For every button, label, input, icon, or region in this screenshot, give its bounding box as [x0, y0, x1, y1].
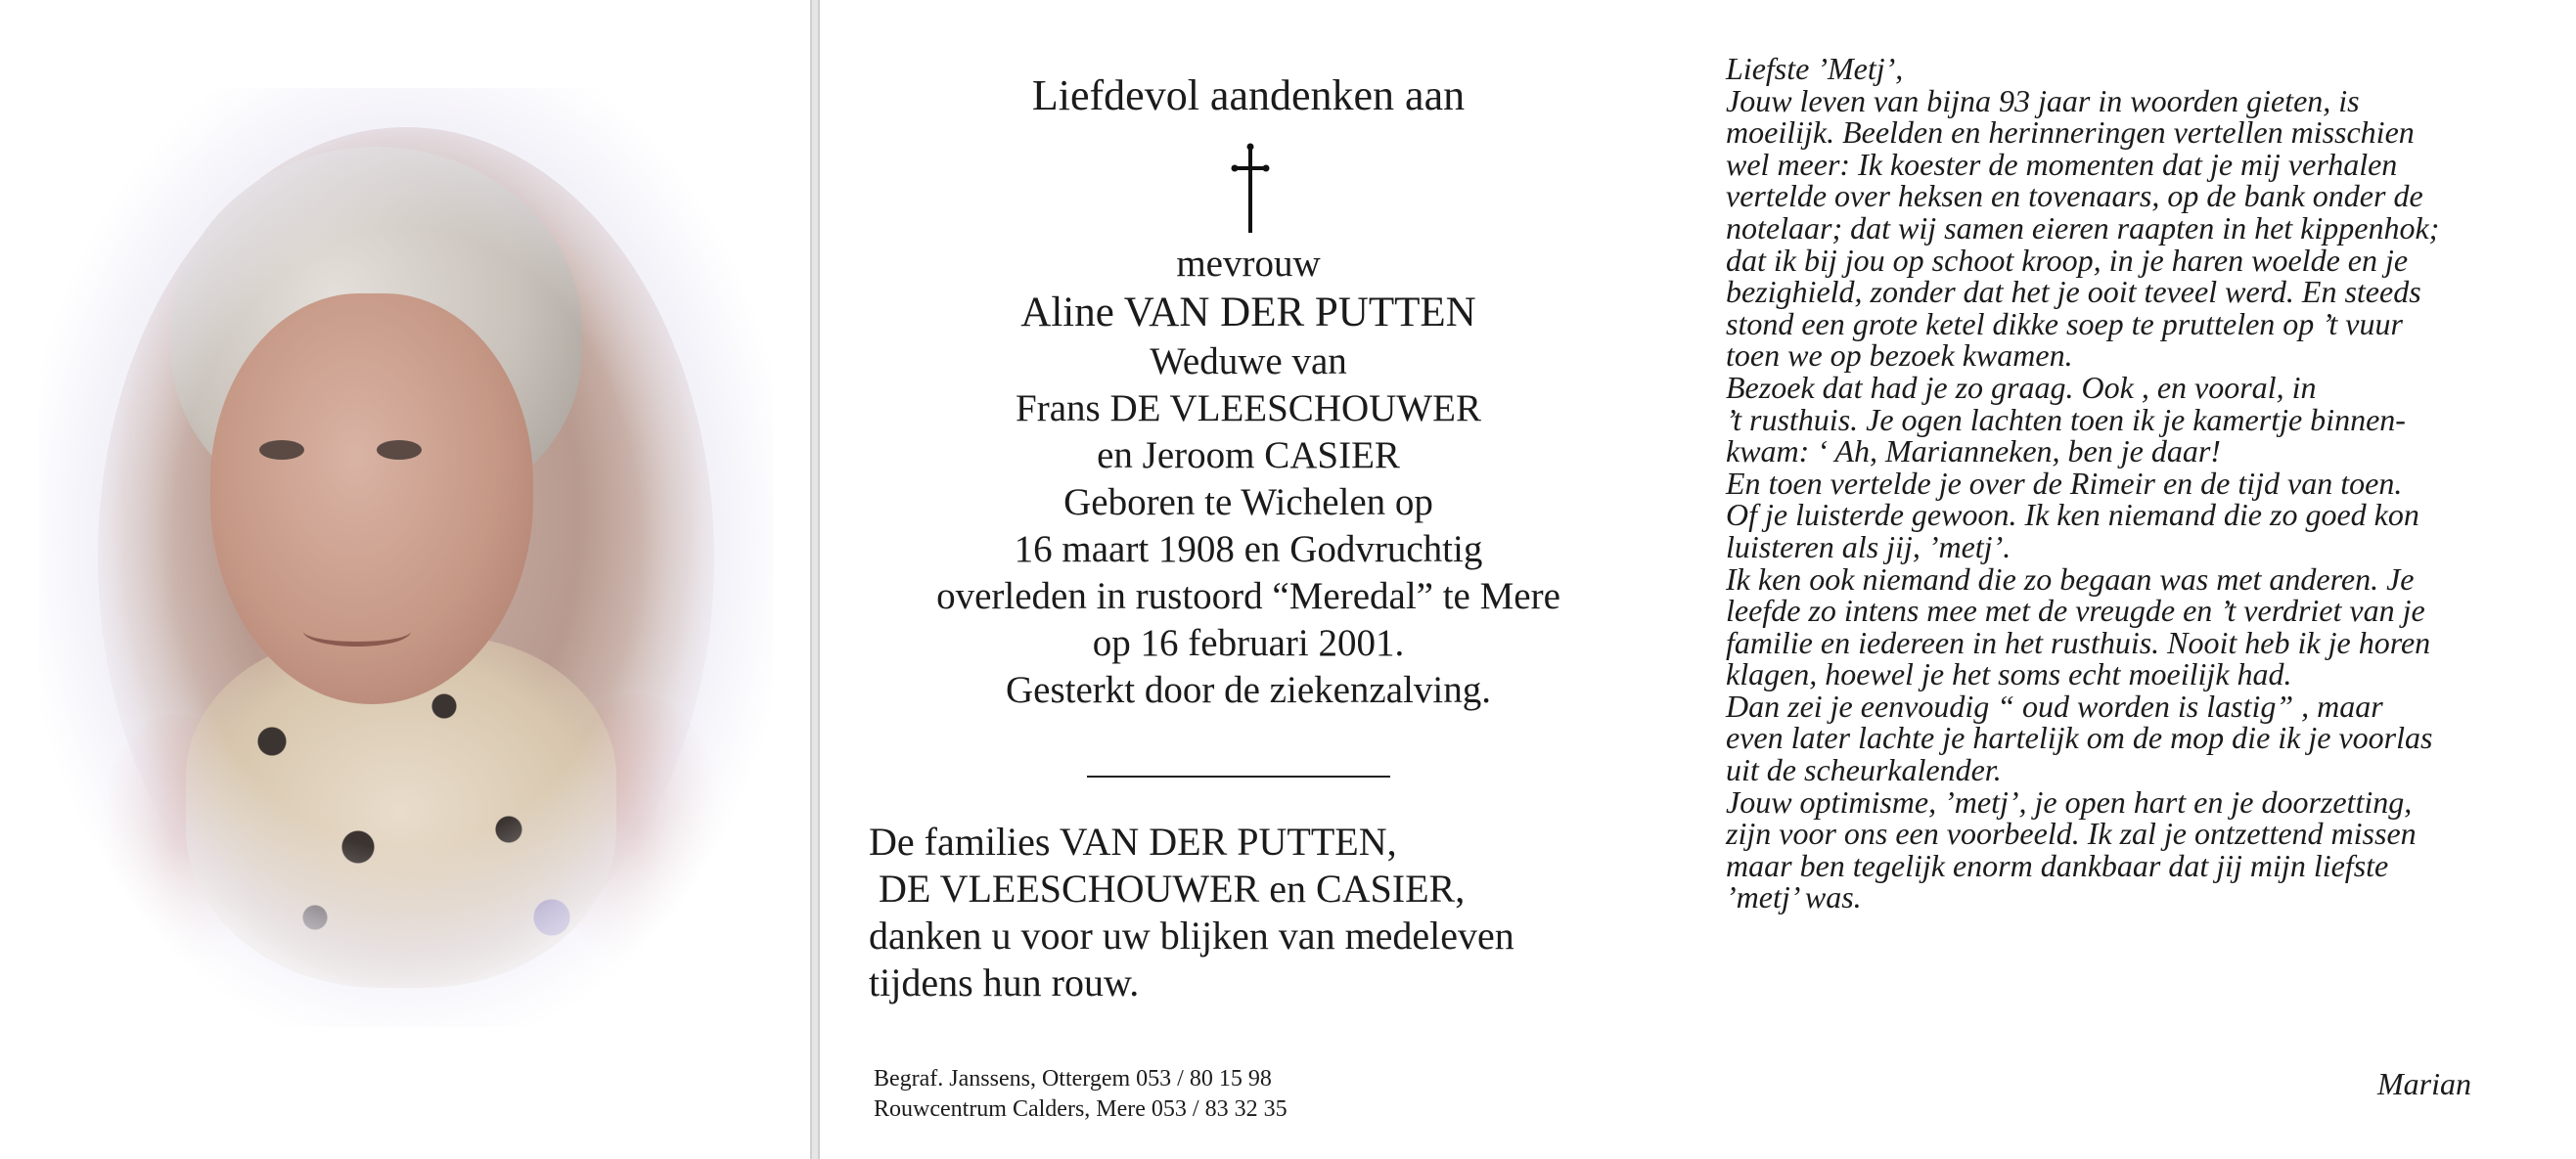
poem-line: maar ben tegelijk enorm dankbaar dat jij mijn liefste: [1726, 847, 2389, 883]
photo-vignette: [39, 88, 773, 1027]
portrait-card: [0, 0, 812, 1159]
poem-line: Liefste ’Metj’,: [1726, 51, 1904, 86]
birth-date: 16 maart 1908 en Godvruchtig: [1014, 528, 1483, 570]
poem-line: uit de scheurkalender.: [1726, 752, 2002, 788]
funeral-director-info: [874, 1064, 1288, 1125]
poem-line: bezighield, zonder dat het je ooit teveel werd. En steeds: [1726, 274, 2421, 310]
poem-line: vertelde over heksen en tovenaars, op de bank onder de: [1726, 178, 2423, 214]
poem-line: En toen vertelde je over de Rimeir en de tijd van toen.: [1726, 465, 2403, 501]
poem-line: even later lachte je hartelijk om de mop die ik je voorlas: [1726, 720, 2433, 756]
sacrament-line: Gesterkt door de ziekenzalving.: [1006, 669, 1491, 711]
portrait-photo: [39, 88, 773, 1027]
death-date: op 16 februari 2001.: [1092, 622, 1405, 664]
poem-line: moeilijk. Beelden en herinneringen vertellen misschien: [1726, 114, 2415, 151]
thanks-line: De families VAN DER PUTTEN,: [869, 820, 1397, 864]
poem-line: Dan zei je eenvoudig “ oud worden is lastig” , maar: [1726, 688, 2383, 724]
poem-line: notelaar; dat wij samen eieren raapten in het kippenhok;: [1726, 209, 2440, 245]
poem-line: stond een grote ketel dikke soep te pruttelen op ’t vuur: [1726, 305, 2403, 341]
title-line: mevrouw: [1176, 243, 1321, 285]
poem-line: zijn voor ons een voorbeeld. Ik zal je ontzettend missen: [1726, 816, 2417, 852]
poem-line: toen we op bezoek kwamen.: [1726, 337, 2073, 374]
thanks-line: DE VLEESCHOUWER en CASIER,: [869, 867, 1466, 911]
footer-line: Rouwcentrum Calders, Mere 053 / 83 32 35: [874, 1096, 1288, 1122]
footer-line: Begraf. Janssens, Ottergem 053 / 80 15 98: [874, 1066, 1272, 1092]
spouse-1: Frans DE VLEESCHOUWER: [1016, 387, 1481, 429]
poem-line: wel meer: Ik koester de momenten dat je mij verhalen: [1726, 146, 2398, 182]
family-thanks: [869, 819, 1612, 1006]
poem-line: ’t rusthuis. Je ogen lachten toen ik je kamertje binnen-: [1726, 401, 2406, 437]
tribute-text: [1726, 53, 2538, 914]
poem-line: leefde zo intens mee met de vreugde en ’t verdriet van je: [1726, 593, 2425, 629]
poem-line: kwam: ‘ Ah, Marianneken, ben je daar!: [1726, 433, 2221, 469]
latin-cross-icon: [1221, 139, 1280, 237]
deceased-name: Aline VAN DER PUTTEN: [1020, 290, 1476, 335]
poem-line: Ik ken ook niemand die zo begaan was met anderen. Je: [1726, 560, 2415, 597]
poem-line: Bezoek dat had je zo graag. Ook , en vooral, in: [1726, 369, 2317, 405]
widow-line: Weduwe van: [1150, 340, 1347, 382]
divider: [1087, 776, 1390, 778]
thanks-line: danken u voor uw blijken van medeleven: [869, 914, 1514, 958]
poem-line: dat ik bij jou op schoot kroop, in je haren woelde en je: [1726, 242, 2409, 278]
poem-line: ’metj’ was.: [1726, 879, 1862, 915]
birth-place: Geboren te Wichelen op: [1063, 481, 1433, 523]
poem-line: Of je luisterde gewoon. Ik ken niemand die zo goed kon: [1726, 497, 2419, 533]
memorial-details: [818, 241, 1679, 714]
poem-line: klagen, hoewel je het soms echt moeilijk had.: [1726, 656, 2292, 692]
poem-line: Jouw optimisme, ’metj’, je open hart en je doorzetting,: [1726, 783, 2413, 820]
signature: Marian: [2377, 1066, 2471, 1101]
poem-line: familie en iedereen in het rusthuis. Nooit heb ik je horen: [1726, 624, 2431, 660]
death-place: overleden in rustoord “Meredal” te Mere: [936, 575, 1560, 617]
thanks-line: tijdens hun rouw.: [869, 960, 1140, 1004]
spouse-2: en Jeroom CASIER: [1097, 434, 1400, 476]
heading: Liefdevol aandenken aan: [1031, 71, 1466, 119]
poem-line: Jouw leven van bijna 93 jaar in woorden gieten, is: [1726, 82, 2360, 118]
poem-line: luisteren als jij, ’metj’.: [1726, 528, 2011, 564]
